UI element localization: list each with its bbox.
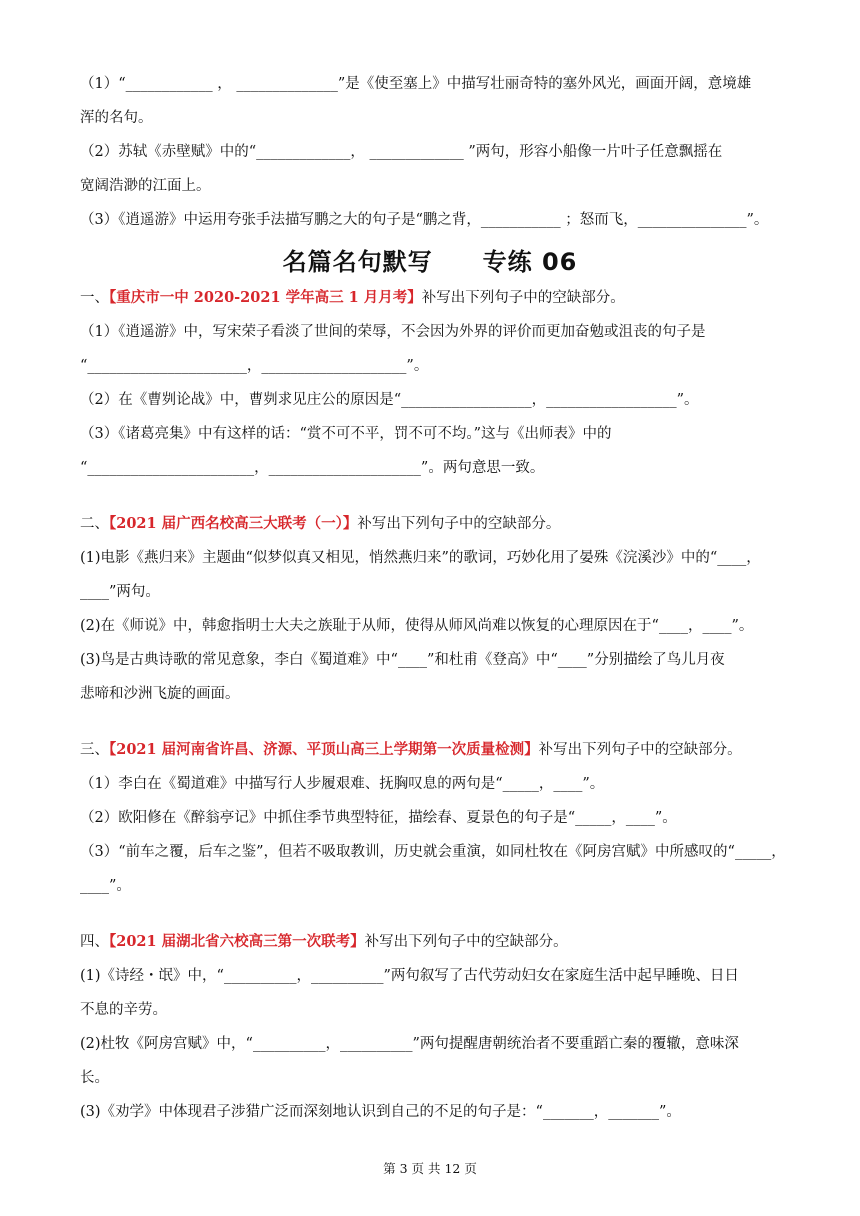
page-title: 名篇名句默写 专练 06 xyxy=(282,248,578,276)
s1-q1-line2: “______________________，____________________”。 xyxy=(80,358,429,374)
s4-q3-line: (3)《劝学》中体现君子涉猎广泛而深刻地认识到自己的不足的句子是：“_______，_______”。 xyxy=(80,1104,681,1120)
s3-q1-line: （1）李白在《蜀道难》中描写行人步履艰难、抚胸叹息的两句是“_____，____”。 xyxy=(80,776,605,792)
s3-q3-line2: ____”。 xyxy=(80,878,131,894)
section-3-source: 【2021 届河南省许昌、济源、平顶山高三上学期第一次质量检测】 xyxy=(109,741,539,758)
intro-q3-line: （3）《逍遥游》中运用夸张手法描写鹏之大的句子是“鹏之背，___________ ；怒而飞，_______________”。 xyxy=(80,212,769,228)
section-2-source: 【2021 届广西名校高三大联考（一）】 xyxy=(109,515,358,532)
intro-q1-line2: 浑的名句。 xyxy=(80,110,153,126)
s3-q2-line: （2）欧阳修在《醉翁亭记》中抓住季节典型特征，描绘春、夏景色的句子是“_____，____”。 xyxy=(80,810,677,826)
section-1-source: 【重庆市一中 2020-2021 学年高三 1 月月考】 xyxy=(109,289,422,306)
section-2-instruction: 补写出下列句子中的空缺部分。 xyxy=(357,516,561,532)
section-1-heading xyxy=(80,288,780,308)
s4-q2-line2: 长。 xyxy=(80,1070,109,1086)
s4-q1-line1: (1)《诗经・氓》中，“__________，__________”两句叙写了古代劳动妇女在家庭生活中起早睡晚、日日 xyxy=(80,968,739,984)
s2-q1-line1: (1)电影《燕归来》主题曲“似梦似真又相见，悄然燕归来”的歌词，巧妙化用了晏殊《浣溪沙》中的“____， xyxy=(80,550,761,566)
section-3-heading xyxy=(80,740,780,760)
page-footer: 第 3 页 共 12 页 xyxy=(383,1161,477,1176)
section-3-instruction: 补写出下列句子中的空缺部分。 xyxy=(538,742,742,758)
section-1-instruction: 补写出下列句子中的空缺部分。 xyxy=(421,290,625,306)
intro-q2-line2: 宽阔浩渺的江面上。 xyxy=(80,178,211,194)
s2-q1-line2: ____”两句。 xyxy=(80,584,160,600)
section-1-number: 一、 xyxy=(80,290,109,306)
s3-q3-line1: （3）“前车之覆，后车之鉴”，但若不吸取教训，历史就会重演，如同杜牧在《阿房宫赋》中所感叹的“_____， xyxy=(80,844,786,860)
intro-q1-line1: （1）“____________ ， ______________”是《使至塞上》中描写壮丽奇特的塞外风光，画面开阔，意境雄 xyxy=(80,76,752,92)
section-4-heading xyxy=(80,932,780,952)
section-4-number: 四、 xyxy=(80,934,109,950)
section-3-number: 三、 xyxy=(80,742,109,758)
s4-q1-line2: 不息的辛劳。 xyxy=(80,1002,167,1018)
s1-q2-line: （2）在《曹刿论战》中，曹刿求见庄公的原因是“__________________，__________________”。 xyxy=(80,392,699,408)
s2-q3-line2: 悲啼和沙洲飞旋的画面。 xyxy=(80,686,240,702)
section-2-number: 二、 xyxy=(80,516,109,532)
intro-q2-line1: （2）苏轼《赤壁赋》中的“_____________， _____________ ”两句，形容小船像一片叶子任意飘摇在 xyxy=(80,144,723,160)
s2-q3-line1: (3)鸟是古典诗歌的常见意象，李白《蜀道难》中“____”和杜甫《登高》中“____”分别描绘了鸟儿月夜 xyxy=(80,652,725,668)
s1-q1-line1: （1）《逍遥游》中，写宋荣子看淡了世间的荣辱，不会因为外界的评价而更加奋勉或沮丧的句子是 xyxy=(80,324,706,340)
s1-q3-line1: （3）《诸葛亮集》中有这样的话：“赏不可不平，罚不可不均。”这与《出师表》中的 xyxy=(80,426,612,442)
s1-q3-line2: “_______________________，_____________________”。两句意思一致。 xyxy=(80,460,545,476)
section-4-source: 【2021 届湖北省六校高三第一次联考】 xyxy=(109,933,365,950)
s2-q2-line: (2)在《师说》中，韩愈指明士大夫之族耻于从师，使得从师风尚难以恢复的心理原因在于“____，____”。 xyxy=(80,618,754,634)
s4-q2-line1: (2)杜牧《阿房宫赋》中，“__________，__________”两句提醒唐朝统治者不要重蹈亡秦的覆辙，意味深 xyxy=(80,1036,739,1052)
section-4-instruction: 补写出下列句子中的空缺部分。 xyxy=(364,934,568,950)
section-2-heading xyxy=(80,514,780,534)
